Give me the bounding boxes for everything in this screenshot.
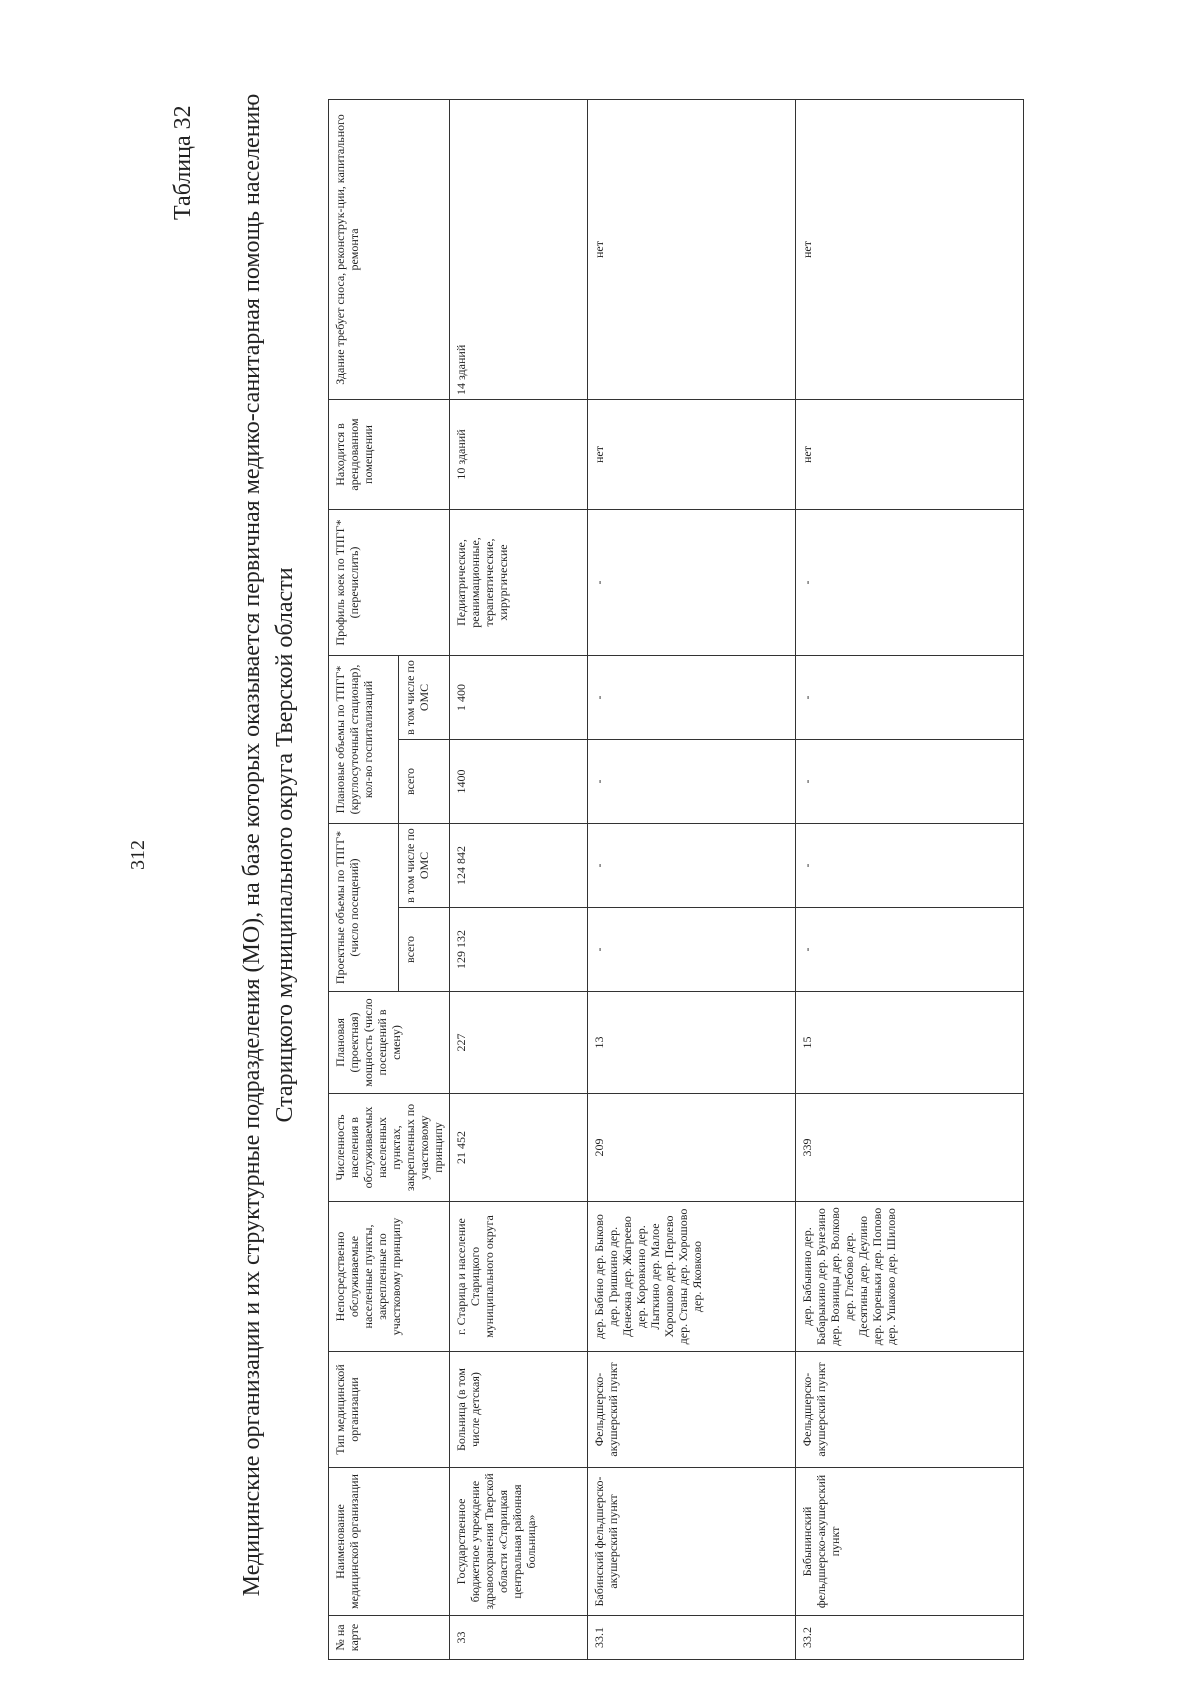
- page-number: 312: [127, 840, 149, 870]
- cell-visits-oms: 124 842: [450, 824, 588, 908]
- cell-settlements: г. Старица и население Старицкого муниципального округа: [450, 1202, 588, 1352]
- cell-rented: нет: [588, 399, 796, 509]
- header-visits-oms: в том числе по ОМС: [399, 824, 450, 908]
- header-hosp: Плановые объемы по ТПГГ* (круглосуточный стационар), кол-во госпитализаций: [329, 655, 399, 823]
- cell-visits-total: -: [796, 908, 1024, 992]
- cell-type: Больница (в том числе детская): [450, 1352, 588, 1468]
- cell-repair: нет: [588, 99, 796, 399]
- cell-visits-oms: -: [796, 824, 1024, 908]
- cell-type: Фельдшерско-акушерский пункт: [588, 1352, 796, 1468]
- table-row: [450, 99, 588, 1659]
- cell-population: 339: [796, 1094, 1024, 1202]
- header-row: [329, 99, 399, 1659]
- header-rented: Находится в арендованном помещении: [329, 399, 450, 509]
- cell-visits-total: 129 132: [450, 908, 588, 992]
- cell-beds: -: [588, 509, 796, 655]
- cell-beds: Педиатрические, реанимационные, терапевтические, хирургические: [450, 509, 588, 655]
- cell-capacity: 13: [588, 992, 796, 1094]
- header-num: № на карте: [329, 1616, 450, 1660]
- header-capacity: Плановая (проектная) мощность (число посещений в смену): [329, 992, 450, 1094]
- header-hosp-total: всего: [399, 740, 450, 824]
- cell-rented: 10 зданий: [450, 399, 588, 509]
- cell-settlements: дер. Бабынино дер. Бабарыкино дер. Бунезино дер. Возницы дер. Волково дер. Глебово дер. Десятины дер. Деулино дер. Кореньки дер. Попово дер. Ушаково дер. Шилово: [796, 1202, 1024, 1352]
- cell-hosp-oms: -: [588, 655, 796, 739]
- header-hosp-oms: в том числе по ОМС: [399, 655, 450, 739]
- header-population: Численность населения в обслуживаемых населенных пунктах, закрепленных по участковому принципу: [329, 1094, 450, 1202]
- cell-num: 33: [450, 1616, 588, 1660]
- cell-name: Государственное бюджетное учреждение здравоохранения Тверской области «Старицкая центральная районная больница»: [450, 1468, 588, 1616]
- cell-hosp-total: 1400: [450, 740, 588, 824]
- cell-type: Фельдшерско-акушерский пункт: [796, 1352, 1024, 1468]
- cell-name: Бабинский фельдшерско-акушерский пункт: [588, 1468, 796, 1616]
- cell-hosp-total: -: [796, 740, 1024, 824]
- cell-num: 33.1: [588, 1616, 796, 1660]
- cell-capacity: 227: [450, 992, 588, 1094]
- table-row: [588, 99, 796, 1659]
- cell-hosp-oms: 1 400: [450, 655, 588, 739]
- cell-rented: нет: [796, 399, 1024, 509]
- document-title: Медицинские организации и их структурные подразделения (МО), на базе которых оказывается первичная медико-санитарная помощь населению Старицкого муниципального округа Тверской области: [239, 93, 298, 1597]
- cell-population: 209: [588, 1094, 796, 1202]
- header-beds: Профиль коек по ТПГГ* (перечислить): [329, 509, 450, 655]
- table-row: [796, 99, 1024, 1659]
- cell-repair: нет: [796, 99, 1024, 399]
- cell-settlements: дер. Бабино дер. Быково дер. Гришкино дер. Денежна дер. Жагреево дер. Коровкино дер. Лыткино дер. Малое Хорошово дер. Перлево дер. Станы дер. Хорошово дер. Яковково: [588, 1202, 796, 1352]
- cell-visits-oms: -: [588, 824, 796, 908]
- cell-population: 21 452: [450, 1094, 588, 1202]
- header-type: Тип медицинской организации: [329, 1352, 450, 1468]
- table-container: [328, 100, 1024, 1660]
- cell-repair: 14 зданий: [450, 99, 588, 399]
- medical-organizations-table: [328, 99, 1024, 1660]
- cell-capacity: 15: [796, 992, 1024, 1094]
- header-name: Наименование медицинской организации: [329, 1468, 450, 1616]
- cell-visits-total: -: [588, 908, 796, 992]
- cell-hosp-total: -: [588, 740, 796, 824]
- table-label: Таблица 32: [170, 105, 196, 220]
- cell-num: 33.2: [796, 1616, 1024, 1660]
- cell-name: Бабынинский фельдшерско-акушерский пункт: [796, 1468, 1024, 1616]
- cell-beds: -: [796, 509, 1024, 655]
- header-repair: Здание требует сноса, реконструк-ции, капитального ремонта: [329, 99, 450, 399]
- header-visits: Проектные объемы по ТПГГ* (число посещений): [329, 824, 399, 992]
- cell-hosp-oms: -: [796, 655, 1024, 739]
- header-settlements: Непосредственно обслуживаемые населенные пункты, закрепленные по участковому принципу: [329, 1202, 450, 1352]
- header-visits-total: всего: [399, 908, 450, 992]
